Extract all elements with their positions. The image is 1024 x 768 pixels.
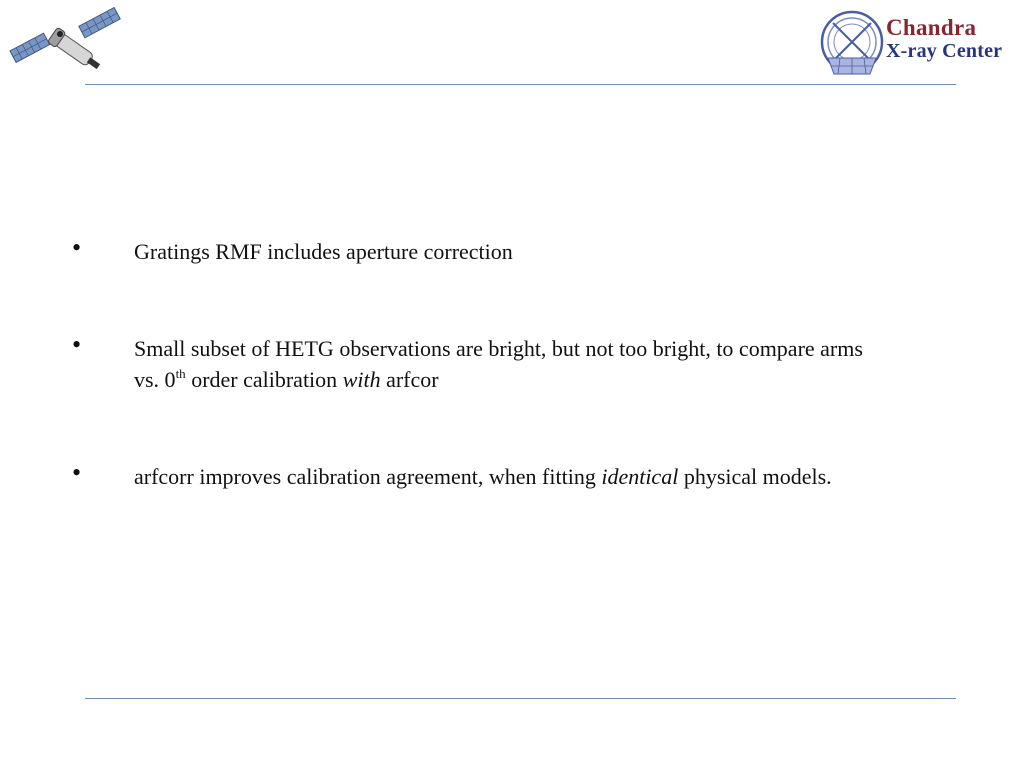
- satellite-icon: [8, 4, 126, 76]
- bullet-text: [134, 461, 892, 492]
- bullet-list: [72, 233, 892, 492]
- superscript-run: th: [175, 366, 186, 381]
- bullet-dot: •: [72, 458, 82, 487]
- text-run: arfcorr improves calibration agreement, when fitting: [134, 464, 602, 489]
- chandra-logo: [818, 6, 1022, 80]
- header-divider: [85, 84, 956, 85]
- bullet-item-hetg-subset: [72, 330, 892, 395]
- text-run: physical models.: [678, 464, 832, 489]
- text-run: Gratings RMF includes aperture correction: [134, 239, 513, 264]
- logo-xray-center-text: X-ray Center: [886, 40, 1003, 62]
- logo-chandra-text: Chandra: [886, 15, 977, 40]
- text-run: Small subset of HETG observations are bright, but not too bright, to compare arms vs. 0: [134, 336, 863, 392]
- bullet-item-aperture: [72, 233, 892, 267]
- italic-run: with: [342, 367, 381, 392]
- bullet-dot: •: [72, 330, 82, 359]
- footer-divider: [85, 698, 956, 699]
- text-run: arfcor: [380, 367, 439, 392]
- bullet-dot: •: [72, 233, 82, 262]
- italic-run: identical: [601, 464, 679, 489]
- bullet-item-arfcorr: [72, 458, 892, 492]
- logo-wordmark: [886, 16, 1002, 61]
- bullet-text: [134, 333, 892, 395]
- chandra-seal-icon: [820, 8, 886, 78]
- bullet-text: [134, 236, 892, 267]
- text-run: order calibration: [185, 367, 343, 392]
